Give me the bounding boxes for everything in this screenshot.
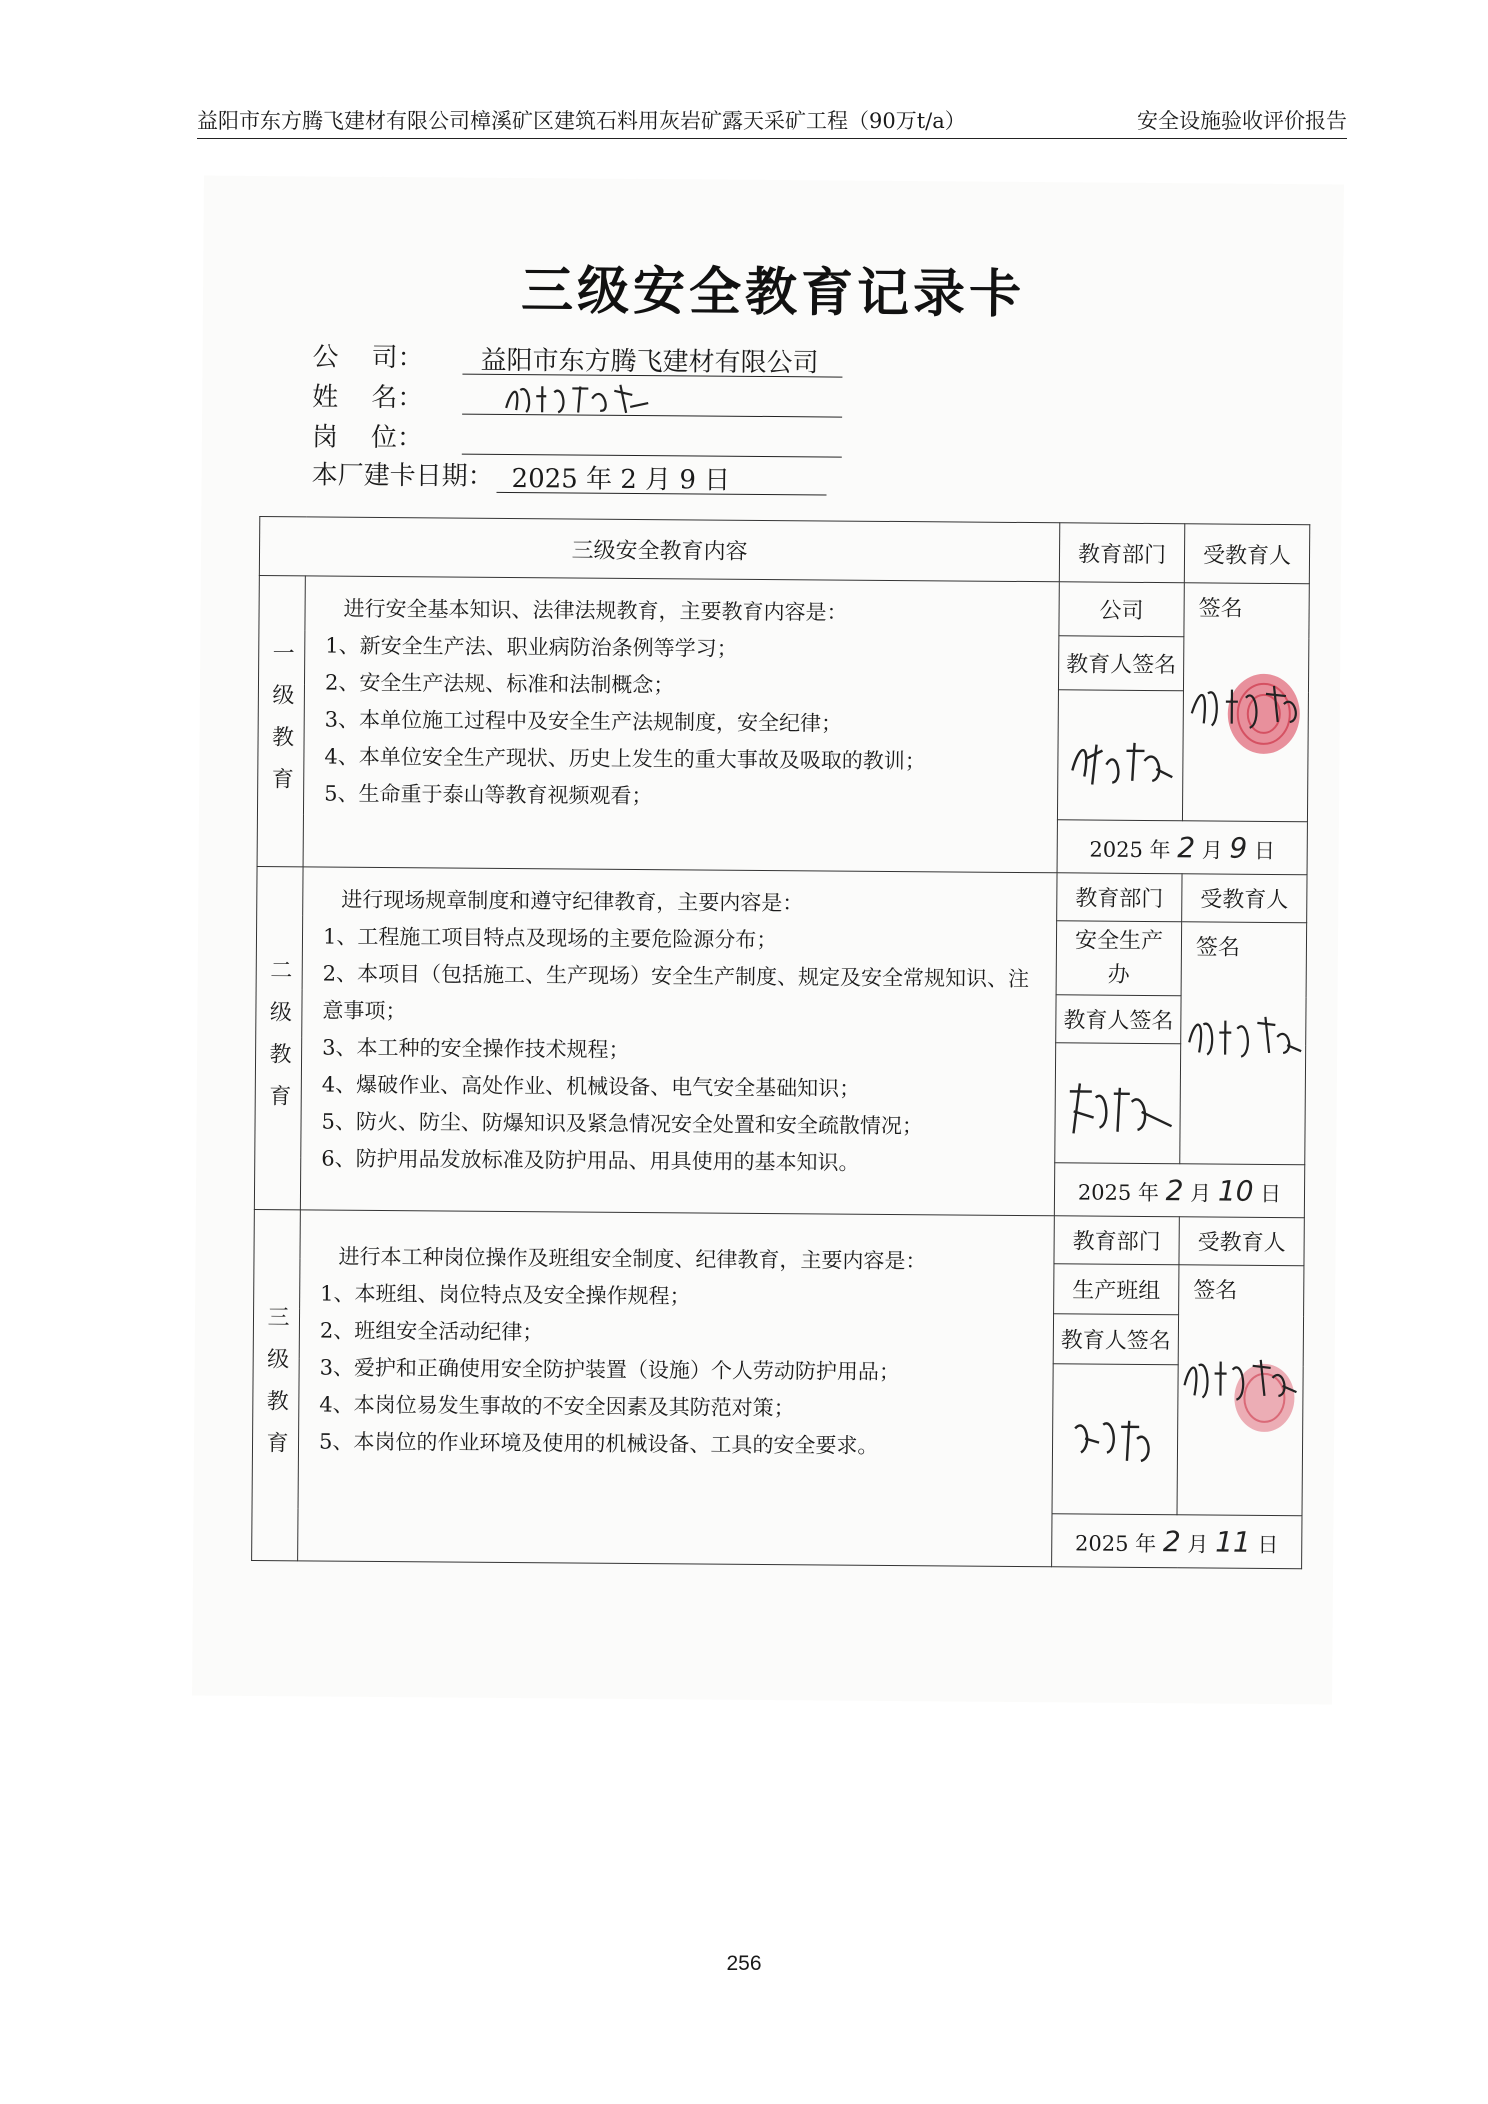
name-label: 姓 名： [312,382,424,414]
header-project-title: 益阳市东方腾飞建材有限公司樟溪矿区建筑石料用灰岩矿露天采矿工程（90万t/a） [197,109,966,133]
level2-trainee-label: 受教育人 [1182,874,1307,923]
company-label: 公 司： [312,342,424,374]
level3-item: 1、本班组、岗位特点及安全操作规程； [320,1281,691,1309]
level1-row-a [259,575,1309,637]
level3-date-month: 2 [1162,1524,1181,1558]
level2-item: 4、爆破作业、高处作业、机械设备、电气安全基础知识； [321,1072,861,1101]
level1-item: 5、生命重于泰山等教育视频观看； [324,781,653,809]
level3-educator-label: 教育人签名 [1053,1314,1178,1365]
level1-item: 2、安全生产法规、标准和法制概念； [324,670,675,698]
level1-sign-label: 签名 [1198,596,1243,622]
level3-item: 3、爱护和正确使用安全防护装置（设施）个人劳动防护用品； [319,1355,901,1385]
level2-name: 二级教育 [254,866,303,1209]
level1-dept-value: 公司 [1059,582,1184,637]
level3-trainee-label: 受教育人 [1179,1217,1304,1266]
level1-item: 4、本单位安全生产现状、历史上发生的重大事故及吸取的教训； [324,744,926,774]
level2-dept-value: 安全生产办 [1056,921,1182,996]
level2-sign-label: 签名 [1195,935,1241,961]
name-handwritten-signature [502,378,672,419]
scanned-record-card [192,176,1344,1705]
level2-educator-label: 教育人签名 [1056,995,1181,1044]
level1-item: 3、本单位施工过程中及安全生产法规制度，安全纪律； [324,707,843,736]
level1-date-month-unit: 月 [1201,837,1223,863]
level3-row-a [254,1209,1304,1265]
level2-trainee-sign-cell [1180,922,1307,1165]
level1-intro: 进行安全基本知识、法律法规教育，主要教育内容是： [343,596,848,625]
level1-trainee-sign-cell [1182,583,1309,822]
level2-item: 3、本工种的安全操作技术规程； [322,1035,630,1062]
header-content: 三级安全教育内容 [259,516,1059,581]
level2-item: 2、本项目（包括施工、生产现场）安全生产制度、规定及安全常规知识、注意事项； [322,961,1030,1024]
level2-date-month: 2 [1165,1173,1184,1207]
header-trainee: 受教育人 [1184,524,1309,584]
level3-sign-label: 签名 [1193,1278,1238,1304]
level1-educator-sign-cell [1057,690,1183,821]
level2-date-year: 2025 年 [1077,1179,1160,1205]
header-report-title: 安全设施验收评价报告 [1137,109,1347,133]
level1-educator-signature [1066,720,1177,801]
card-date-value: 2025 年 2 月 9 日 [511,463,731,496]
level2-date-day-unit: 日 [1260,1181,1282,1206]
running-header [197,104,1347,139]
level3-date-month-unit: 月 [1187,1531,1209,1556]
level2-intro: 进行现场规章制度和遵守纪律教育，主要内容是： [341,887,804,916]
card-title: 三级安全教育记录卡 [520,260,1026,325]
level3-educator-sign-cell [1052,1364,1178,1515]
level1-item: 1、新安全生产法、职业病防治条例等学习； [325,633,738,661]
level2-content [300,867,1057,1216]
level2-date-day: 10 [1217,1174,1254,1208]
post-label: 岗 位： [311,422,424,454]
level2-item: 5、防火、防尘、防爆知识及紧急情况安全处置和安全疏散情况； [321,1109,923,1139]
level1-date-day: 9 [1229,831,1248,865]
company-row [312,336,872,380]
level2-trainee-signature [1183,992,1309,1103]
level1-date [1057,820,1307,875]
level2-item: 6、防护用品发放标准及防护用品、用具使用的基本知识。 [321,1146,860,1175]
level1-date-day-unit: 日 [1253,838,1276,863]
level1-date-year: 2025 年 [1089,837,1171,862]
level3-dept-value: 生产班组 [1054,1264,1179,1315]
level1-content [303,576,1059,873]
level3-item: 2、班组安全活动纪律； [319,1318,544,1345]
level2-item: 1、工程施工项目特点及现场的主要危险源分布； [322,924,778,953]
header-dept: 教育部门 [1059,523,1184,583]
level2-educator-signature [1061,1071,1177,1152]
level1-educator-label: 教育人签名 [1058,636,1183,691]
level3-intro: 进行本工种岗位操作及班组安全制度、纪律教育，主要内容是： [338,1244,927,1274]
level1-trainee-fingerprint-signature [1185,623,1311,774]
level3-trainee-fingerprint-signature [1178,1305,1304,1456]
level3-date-day: 11 [1215,1525,1251,1559]
level2-educator-sign-cell [1055,1043,1181,1164]
level3-date-day-unit: 日 [1257,1532,1279,1557]
level3-date-year: 2025 年 [1075,1530,1157,1556]
education-table [251,516,1310,1569]
level3-educator-signature [1067,1404,1168,1485]
level3-date [1052,1514,1302,1569]
level3-name: 三级教育 [252,1209,301,1560]
name-row [312,376,872,420]
level3-item: 4、本岗位易发生事故的不安全因素及其防范对策； [319,1392,795,1421]
page-number: 256 [726,1952,762,1975]
company-value: 益阳市东方腾飞建材有限公司 [480,345,819,379]
card-date-row [311,454,871,498]
level2-row-a [257,866,1307,922]
level3-trainee-sign-cell [1177,1265,1304,1516]
level3-content [298,1210,1055,1567]
level2-date [1054,1163,1304,1218]
card-date-label: 本厂建卡日期： [311,460,494,492]
level2-dept-label: 教育部门 [1057,873,1182,922]
level1-date-month: 2 [1177,830,1196,864]
level2-date-month-unit: 月 [1190,1180,1212,1205]
level3-item: 5、本岗位的作业环境及使用的机械设备、工具的安全要求。 [318,1429,879,1458]
level3-dept-label: 教育部门 [1054,1216,1179,1265]
table-header-row [259,516,1309,583]
level1-name: 一级教育 [257,575,305,866]
